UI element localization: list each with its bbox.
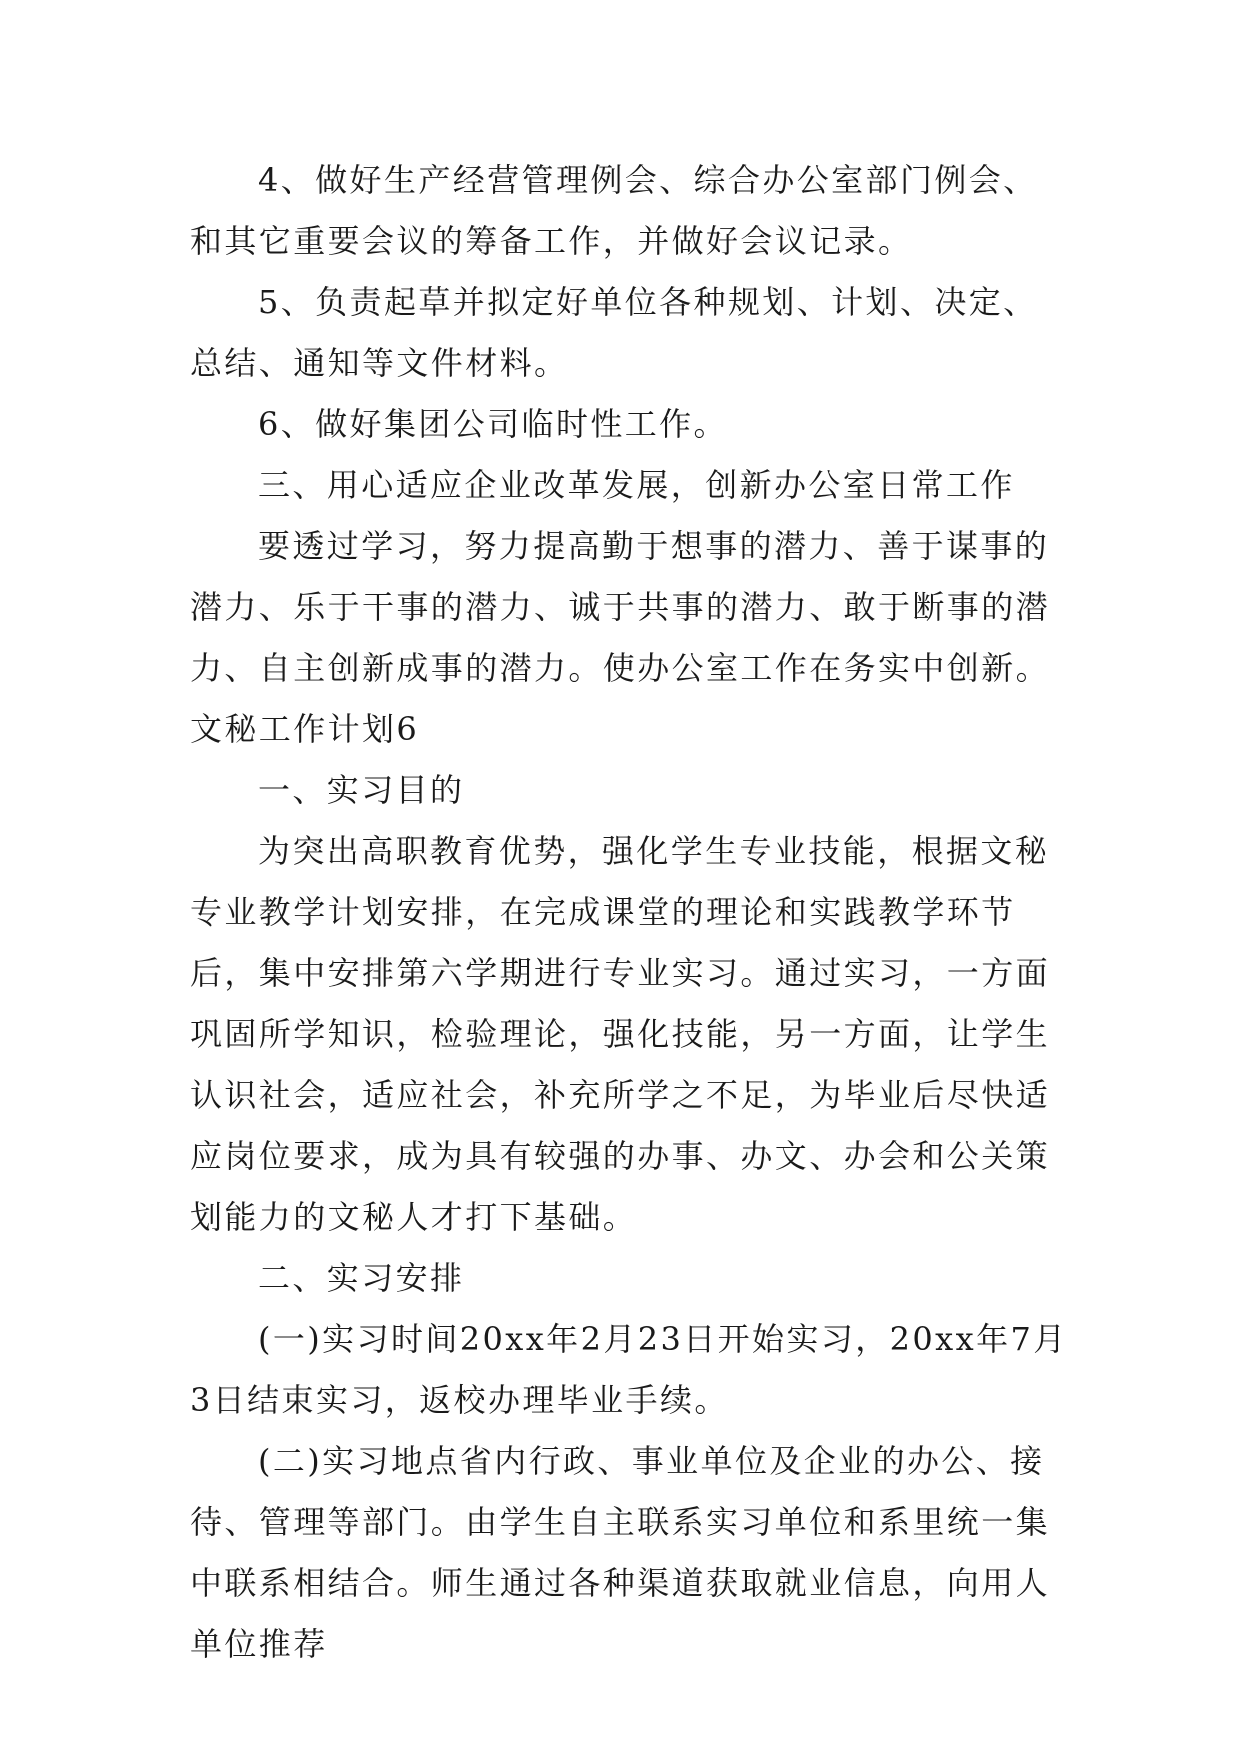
paragraph-time: (一)实习时间20xx年2月23日开始实习，20xx年7月3日结束实习，返校办理毕业手续。 — [190, 1320, 1068, 1419]
paragraph-item-6: 6、做好集团公司临时性工作。 — [258, 405, 728, 443]
document-title: 文秘工作计划6 — [190, 710, 420, 748]
paragraph-location: (二)实习地点省内行政、事业单位及企业的办公、接待、管理等部门。由学生自主联系实习单位和系里统一集中联系相结合。师生通过各种渠道获取就业信息，向用人单位推荐 — [190, 1442, 1051, 1663]
paragraph-purpose: 为突出高职教育优势，强化学生专业技能，根据文秘专业教学计划安排，在完成课堂的理论和实践教学环节后，集中安排第六学期进行专业实习。通过实习，一方面巩固所学知识，检验理论，强化技能，另一方面，让学生认识社会，适应社会，补充所学之不足，为毕业后尽快适应岗位要求，成为具有较强的办事、办文、办会和公关策划能力的文秘人才打下基础。 — [190, 832, 1051, 1236]
paragraph-item-4: 4、做好生产经营管理例会、综合办公室部门例会、和其它重要会议的筹备工作，并做好会议记录。 — [190, 161, 1038, 260]
paragraph-item-5: 5、负责起草并拟定好单位各种规划、计划、决定、总结、通知等文件材料。 — [190, 283, 1038, 382]
section-heading-arrangement: 二、实习安排 — [258, 1259, 465, 1297]
section-heading-purpose: 一、实习目的 — [258, 771, 465, 809]
document-body — [190, 150, 1070, 1675]
section-heading-3: 三、用心适应企业改革发展，创新办公室日常工作 — [258, 466, 1015, 504]
paragraph-learning: 要透过学习，努力提高勤于想事的潜力、善于谋事的潜力、乐于干事的潜力、诚于共事的潜力、敢于断事的潜力、自主创新成事的潜力。使办公室工作在务实中创新。 — [190, 527, 1051, 687]
